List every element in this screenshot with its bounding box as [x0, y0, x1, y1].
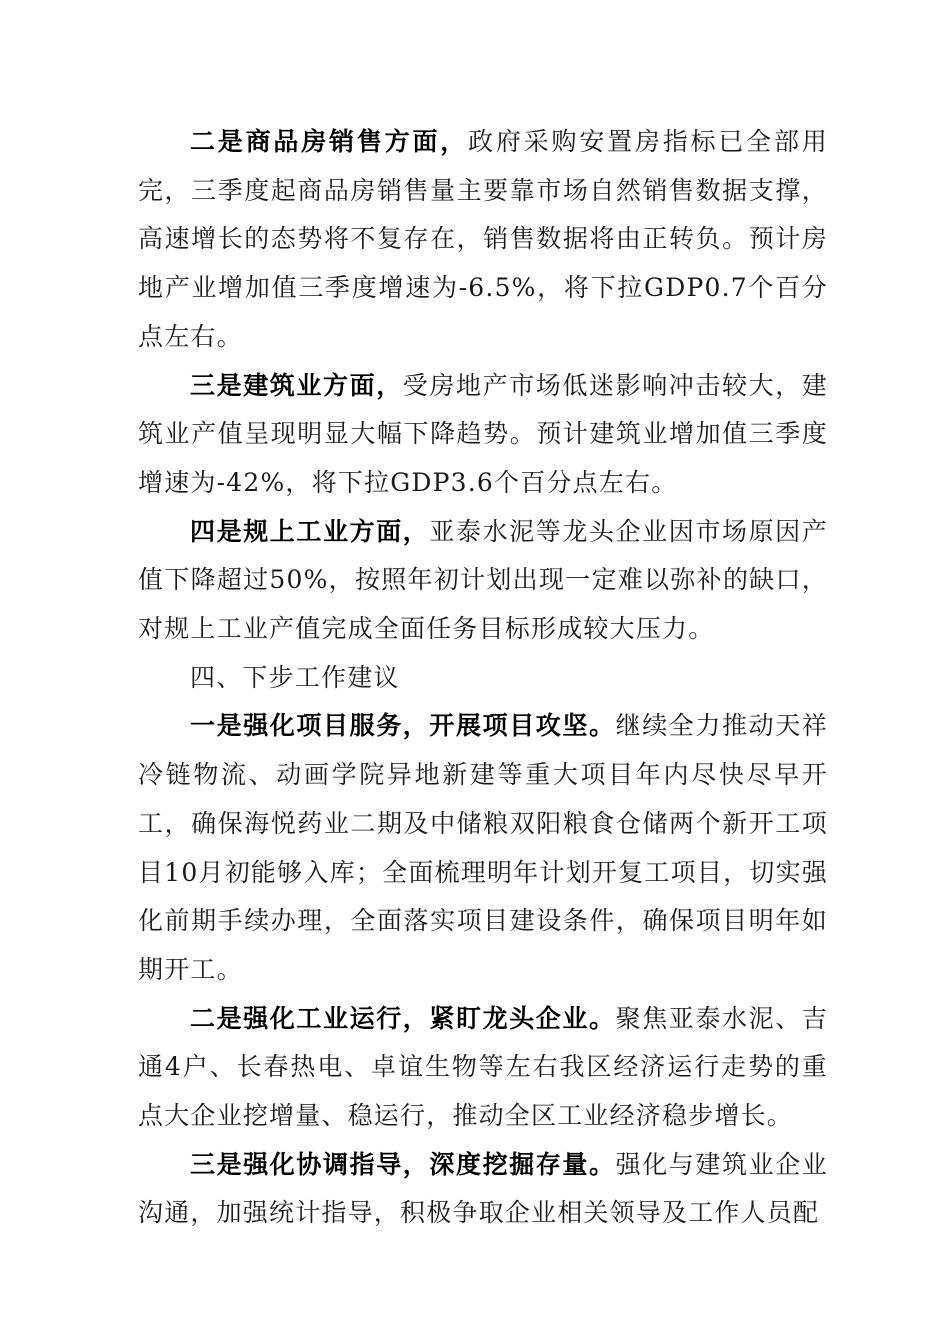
paragraph-body: 政府采购安置房指标已全部用完，三季度起商品房销售量主要靠市场自然销售数据支撑，高速增长的态势将不复存在，销售数据将由正转负。预计房地产业增加值三季度增速为-6.5%，将下拉GDP0.7个百分点左右。: [138, 127, 828, 351]
paragraph-industry: [138, 508, 828, 654]
paragraph-lead: 四是规上工业方面，: [190, 516, 430, 546]
document-page: [138, 118, 828, 1238]
suggestion-body: 聚焦亚泰水泥、吉通4户、长春热电、卓谊生物等左右我区经济运行走势的重点大企业挖增量、稳运行，推动全区工业经济稳步增长。: [138, 1003, 828, 1131]
suggestion-project-service: [138, 702, 828, 994]
section-heading: 四、下步工作建议: [190, 662, 400, 692]
suggestion-body: 继续全力推动天祥冷链物流、动画学院异地新建等重大项目年内尽快尽早开工，确保海悦药业二期及中储粮双阳粮食仓储两个新开工项目10月初能够入库；全面梳理明年计划开复工项目，切实强化前期手续办理，全面落实项目建设条件，确保项目明年如期开工。: [138, 711, 828, 984]
suggestion-lead: 二是强化工业运行，紧盯龙头企业。: [190, 1003, 616, 1033]
suggestion-lead: 一是强化项目服务，开展项目攻坚。: [190, 711, 616, 741]
suggestion-body: 强化与建筑业企业沟通，加强统计指导，积极争取企业相关领导及工作人员配: [138, 1149, 828, 1228]
suggestion-coordination: [138, 1141, 828, 1238]
paragraph-lead: 三是建筑业方面，: [190, 370, 403, 400]
suggestion-industrial-operation: [138, 995, 828, 1141]
paragraph-body: 受房地产市场低迷影响冲击较大，建筑业产值呈现明显大幅下降趋势。预计建筑业增加值三季度增速为-42%，将下拉GDP3.6个百分点左右。: [138, 370, 828, 497]
paragraph-lead: 二是商品房销售方面，: [190, 127, 469, 156]
paragraph-body: 亚泰水泥等龙头企业因市场原因产值下降超过50%，按照年初计划出现一定难以弥补的缺口，对规上工业产值完成全面任务目标形成较大压力。: [138, 516, 828, 644]
paragraph-real-estate-sales: [138, 118, 828, 362]
suggestion-lead: 三是强化协调指导，深度挖掘存量。: [190, 1149, 616, 1179]
paragraph-construction: [138, 362, 828, 508]
